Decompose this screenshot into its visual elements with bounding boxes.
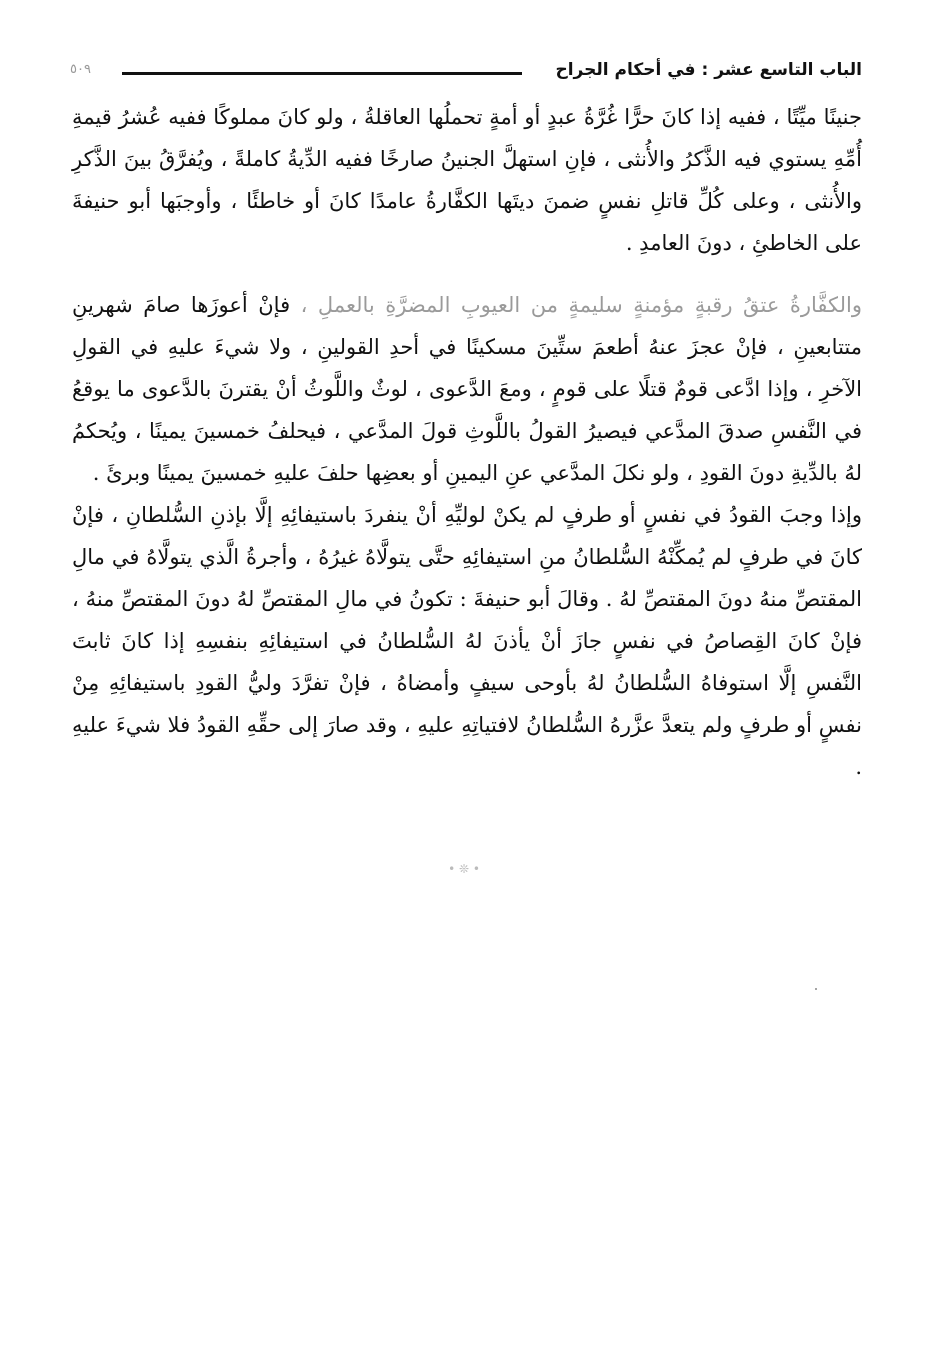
paragraph-1: جنينًا ميِّتًا ، ففيه إذا كانَ حرًّا غُرَّةُ عبدٍ أو أمةٍ تحملُها العاقلةُ ، ولو كانَ مملوكًا ففيه عُشرُ قيمةِ أُمِّهِ يستوي فيه الذَّكرُ والأُنثى ، فإنِ استهلَّ الجنينُ صارخًا ففيه الدِّيةُ كاملةً ، ويُفرَّقُ بينَ الذَّكرِ والأُنثى ، وعلى كُلِّ قاتلِ نفسٍ ضمنَ ديتَها الكفَّارةُ عامدًا كانَ أو خاطئًا ، وأوجبَها أبو حنيفةَ على الخاطئِ ، دونَ العامدِ . — [72, 105, 862, 255]
scan-speck — [815, 988, 817, 990]
chapter-title: الباب التاسع عشر : في أحكام الجراح — [555, 60, 862, 80]
paragraph-2 — [72, 284, 862, 494]
page-number: ٥٠٩ — [70, 62, 91, 77]
header-rule — [122, 72, 522, 75]
body-text — [72, 96, 862, 788]
paragraph-2-faint-lead: والكفَّارةُ عتقُ رقبةٍ مؤمنةٍ سليمةٍ من العيوبِ المضرَّةِ بالعملِ ، — [300, 293, 863, 317]
running-header — [70, 58, 862, 92]
section-end-ornament: • ❊ • — [448, 862, 480, 876]
paragraph-3: وإذا وجبَ القودُ في نفسٍ أو طرفٍ لم يكنْ لوليِّهِ أنْ ينفردَ باستيفائِهِ إلَّا بإذنِ السُّلطانِ ، فإنْ كانَ في طرفٍ لم يُمكِّنْهُ السُّلطانُ منِ استيفائِهِ حتَّى يتولَّاهُ غيرُهُ ، وأجرةُ الَّذي يتولَّاهُ في مالِ المقتصِّ منهُ دونَ المقتصِّ لهُ . وقالَ أبو حنيفةَ : تكونُ في مالِ المقتصِّ لهُ دونَ المقتصِّ منهُ ، فإنْ كانَ القِصاصُ في نفسٍ جازَ أنْ يأذنَ لهُ السُّلطانُ في استيفائِهِ بنفسِهِ إذا كانَ ثابتَ النَّفسِ إلَّا استوفاهُ السُّلطانُ لهُ بأوحى سيفٍ وأمضاهُ ، فإنْ تفرَّدَ وليُّ القودِ باستيفائِهِ مِنْ نفسٍ أو طرفٍ ولم يتعدَّ عزَّرهُ السُّلطانُ لافتياتِهِ عليهِ ، وقد صارَ إلى حقِّهِ القودُ فلا شيءَ عليهِ . — [72, 503, 862, 779]
paragraph-2-text: فإنْ أعوزَها صامَ شهرينِ متتابعينِ ، فإنْ عجزَ عنهُ أطعمَ ستِّينَ مسكينًا في أحدِ القولينِ ، ولا شيءَ عليهِ في القولِ الآخرِ ، وإذا ادَّعى قومٌ قتلًا على قومٍ ، ومعَ الدَّعوى ، لوثٌ واللَّوثُ أنْ يقترنَ بالدَّعوى ما يوقعُ في النَّفسِ صدقَ المدَّعي فيصيرُ القولُ باللَّوثِ قولَ المدَّعي ، فيحلفُ خمسينَ يمينًا ، ويُحكمُ لهُ بالدِّيةِ دونَ القودِ ، ولو نكلَ المدَّعي عنِ اليمينِ أو بعضِها حلفَ عليهِ خمسينَ يمينًا وبرئَ . — [72, 293, 862, 485]
